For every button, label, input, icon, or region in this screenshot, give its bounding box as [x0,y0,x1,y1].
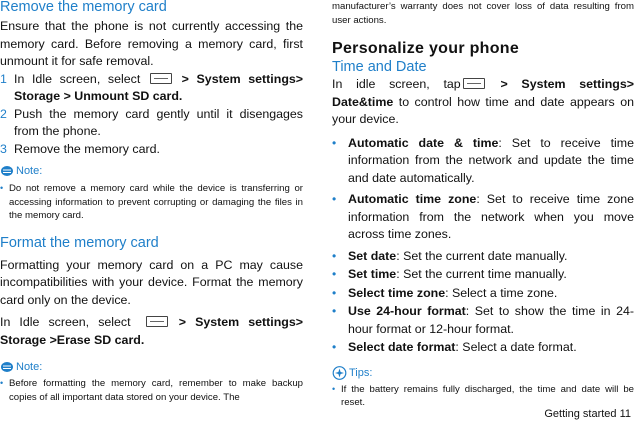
list-item: • Automatic date & time: Set to receive time information from the network and update the time and date automatically. [332,135,634,188]
list-item: • Set time: Set the current time manually. [332,266,634,284]
continued-note-text: manufacturer’s warranty does not cover loss of data resulting from user actions. [332,1,634,26]
format-card-instruction: In Idle screen, select > System settings> Storage >Erase SD card. [0,315,303,347]
bullet-icon: • [332,304,337,318]
note-bullet: • Before formatting the memory card, remember to make backup copies of all important data stored on your device. The [0,378,303,403]
step-1: 1 In Idle screen, select > System settings> Storage > Unmount SD card. [0,71,304,103]
list-item: • Select date format: Select a date format. [332,339,634,357]
list-item: • Automatic time zone: Set to receive time zone information from the network when you move across time zones. [332,191,634,244]
settings-list [332,135,634,357]
time-date-heading: Time and Date [332,59,427,75]
menu-key-icon [150,73,172,84]
page-footer: Getting started 11 [544,408,631,420]
list-item: • Select time zone: Select a time zone. [332,285,634,303]
bullet-icon: • [332,192,337,206]
bullet-icon: • [332,285,337,300]
tips-bullet: • If the battery remains fully discharged, the time and date will be reset. [332,383,634,408]
note-heading: Note: [0,359,303,375]
personalize-heading: Personalize your phone [332,40,520,57]
right-column [332,0,634,410]
step-3: 3 Remove the memory card. [0,141,160,156]
format-card-heading: Format the memory card [0,234,159,251]
note-icon [0,361,14,373]
remove-card-heading: Remove the memory card [0,0,167,15]
bullet-icon: • [332,248,337,263]
bullet-icon: • [0,378,4,388]
format-card-intro: Formatting your memory card on a PC may cause incompatibilities with your device. Format the memory card only on the device. [0,257,303,307]
tips-icon [332,366,347,380]
note-heading: Note: [0,163,303,179]
bullet-icon: • [332,340,337,354]
bullet-icon: • [332,383,336,394]
tips-heading: Tips: [332,365,634,381]
menu-key-icon [463,78,485,89]
time-date-intro: In idle screen, tap > System settings> Date&time to control how time and date appears on your device. [332,77,634,126]
remove-card-intro: Ensure that the phone is not currently accessing the memory card. Before removing a memory card, first unmount it for safe removal. [0,19,303,68]
note-bullet: • Do not remove a memory card while the device is transferring or accessing information to prevent corrupting or damaging the files in the memory card. [0,183,303,221]
menu-key-icon [146,316,168,327]
bullet-icon: • [0,183,4,193]
list-item: • Set date: Set the current date manually. [332,248,634,266]
step-2: 2 Push the memory card gently until it disengages from the phone. [0,106,303,138]
note-icon [0,165,14,177]
list-item: • Use 24-hour format: Set to show the time in 24-hour format or 12-hour format. [332,303,634,338]
bullet-icon: • [332,267,337,281]
bullet-icon: • [332,135,337,150]
left-column [0,0,303,404]
